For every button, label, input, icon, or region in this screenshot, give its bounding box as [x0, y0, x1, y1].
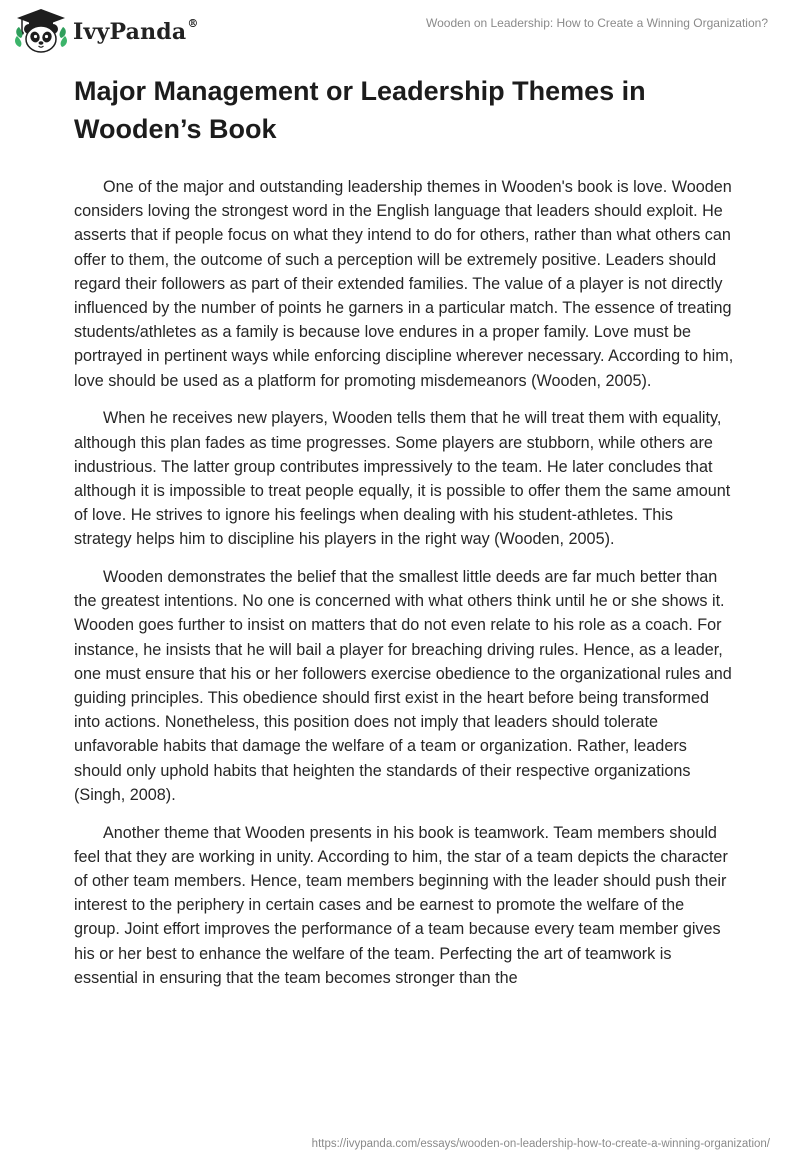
source-url[interactable]: https://ivypanda.com/essays/wooden-on-leadership-how-to-create-a-winning-organization/ — [311, 1138, 770, 1150]
paragraph-1: One of the major and outstanding leadership themes in Wooden's book is love. Wooden considers loving the strongest word in the English language that leaders should exploit. He asserts that if people focus on what they intend to do for others, rather than what others can offer to them, the outcome of such a perception will be extremely positive. Leaders should regard their followers as part of their extended families. The value of a player is not directly influenced by the number of points he garners in a particular match. The essence of treating students/athletes as a family is because love endures in a proper family. Love must be portrayed in pertinent ways while enforcing discipline wherever necessary. According to him, love should be used as a platform for promoting misdemeanors (Wooden, 2005). — [74, 178, 734, 390]
paragraph-2: When he receives new players, Wooden tells them that he will treat them with equality, although this plan fades as time progresses. Some players are stubborn, while others are industrious. The latter group contributes impressively to the team. He later concludes that although it is impossible to treat people equally, it is possible to offer them the same amount of love. He strives to ignore his feelings when dealing with his student-athletes. This strategy helps him to discipline his players in the right way (Wooden, 2005). — [74, 409, 731, 549]
panda-graduate-icon — [14, 8, 68, 54]
paragraph-4: Another theme that Wooden presents in his book is teamwork. Team members should feel that they are working in unity. According to him, the star of a team depicts the character of other team members. Hence, team members beginning with the leader should push their interest to the periphery in certain cases and be earnest to promote the welfare of the group. Joint effort improves the performance of a team because every team member gives his or her best to enhance the welfare of the team. Perfecting the art of teamwork is essential in ensuring that the team becomes stronger than the — [74, 823, 728, 987]
page-header — [0, 0, 800, 56]
running-title: Wooden on Leadership: How to Create a Winning Organization? — [426, 16, 768, 30]
brand-name — [73, 19, 199, 45]
paragraph-3: Wooden demonstrates the belief that the smallest little deeds are far much better than the greatest intentions. No one is concerned with what others think until he or she shows it. Wooden goes further to insist on matters that do not even relate to his role as a coach. For instance, he insists that he will bail a player for breaching driving rules. Hence, as a leader, one must ensure that his or her followers exercise obedience to the organizational rules and guiding principles. This obedience should first exist in the heart before being transformed into actions. Nonetheless, this position does not imply that leaders should tolerate unfavorable habits that damage the welfare of a team or organization. Rather, leaders should only uphold habits that heighten the standards of their respective organizations (Singh, 2008). — [74, 568, 732, 804]
ivypanda-logo[interactable] — [14, 8, 199, 54]
essay-article — [74, 72, 734, 990]
brand-name-text: IvyPanda — [73, 19, 187, 45]
registered-mark: ® — [187, 17, 199, 30]
page-title: Major Management or Leadership Themes in Wooden’s Book — [74, 76, 646, 144]
